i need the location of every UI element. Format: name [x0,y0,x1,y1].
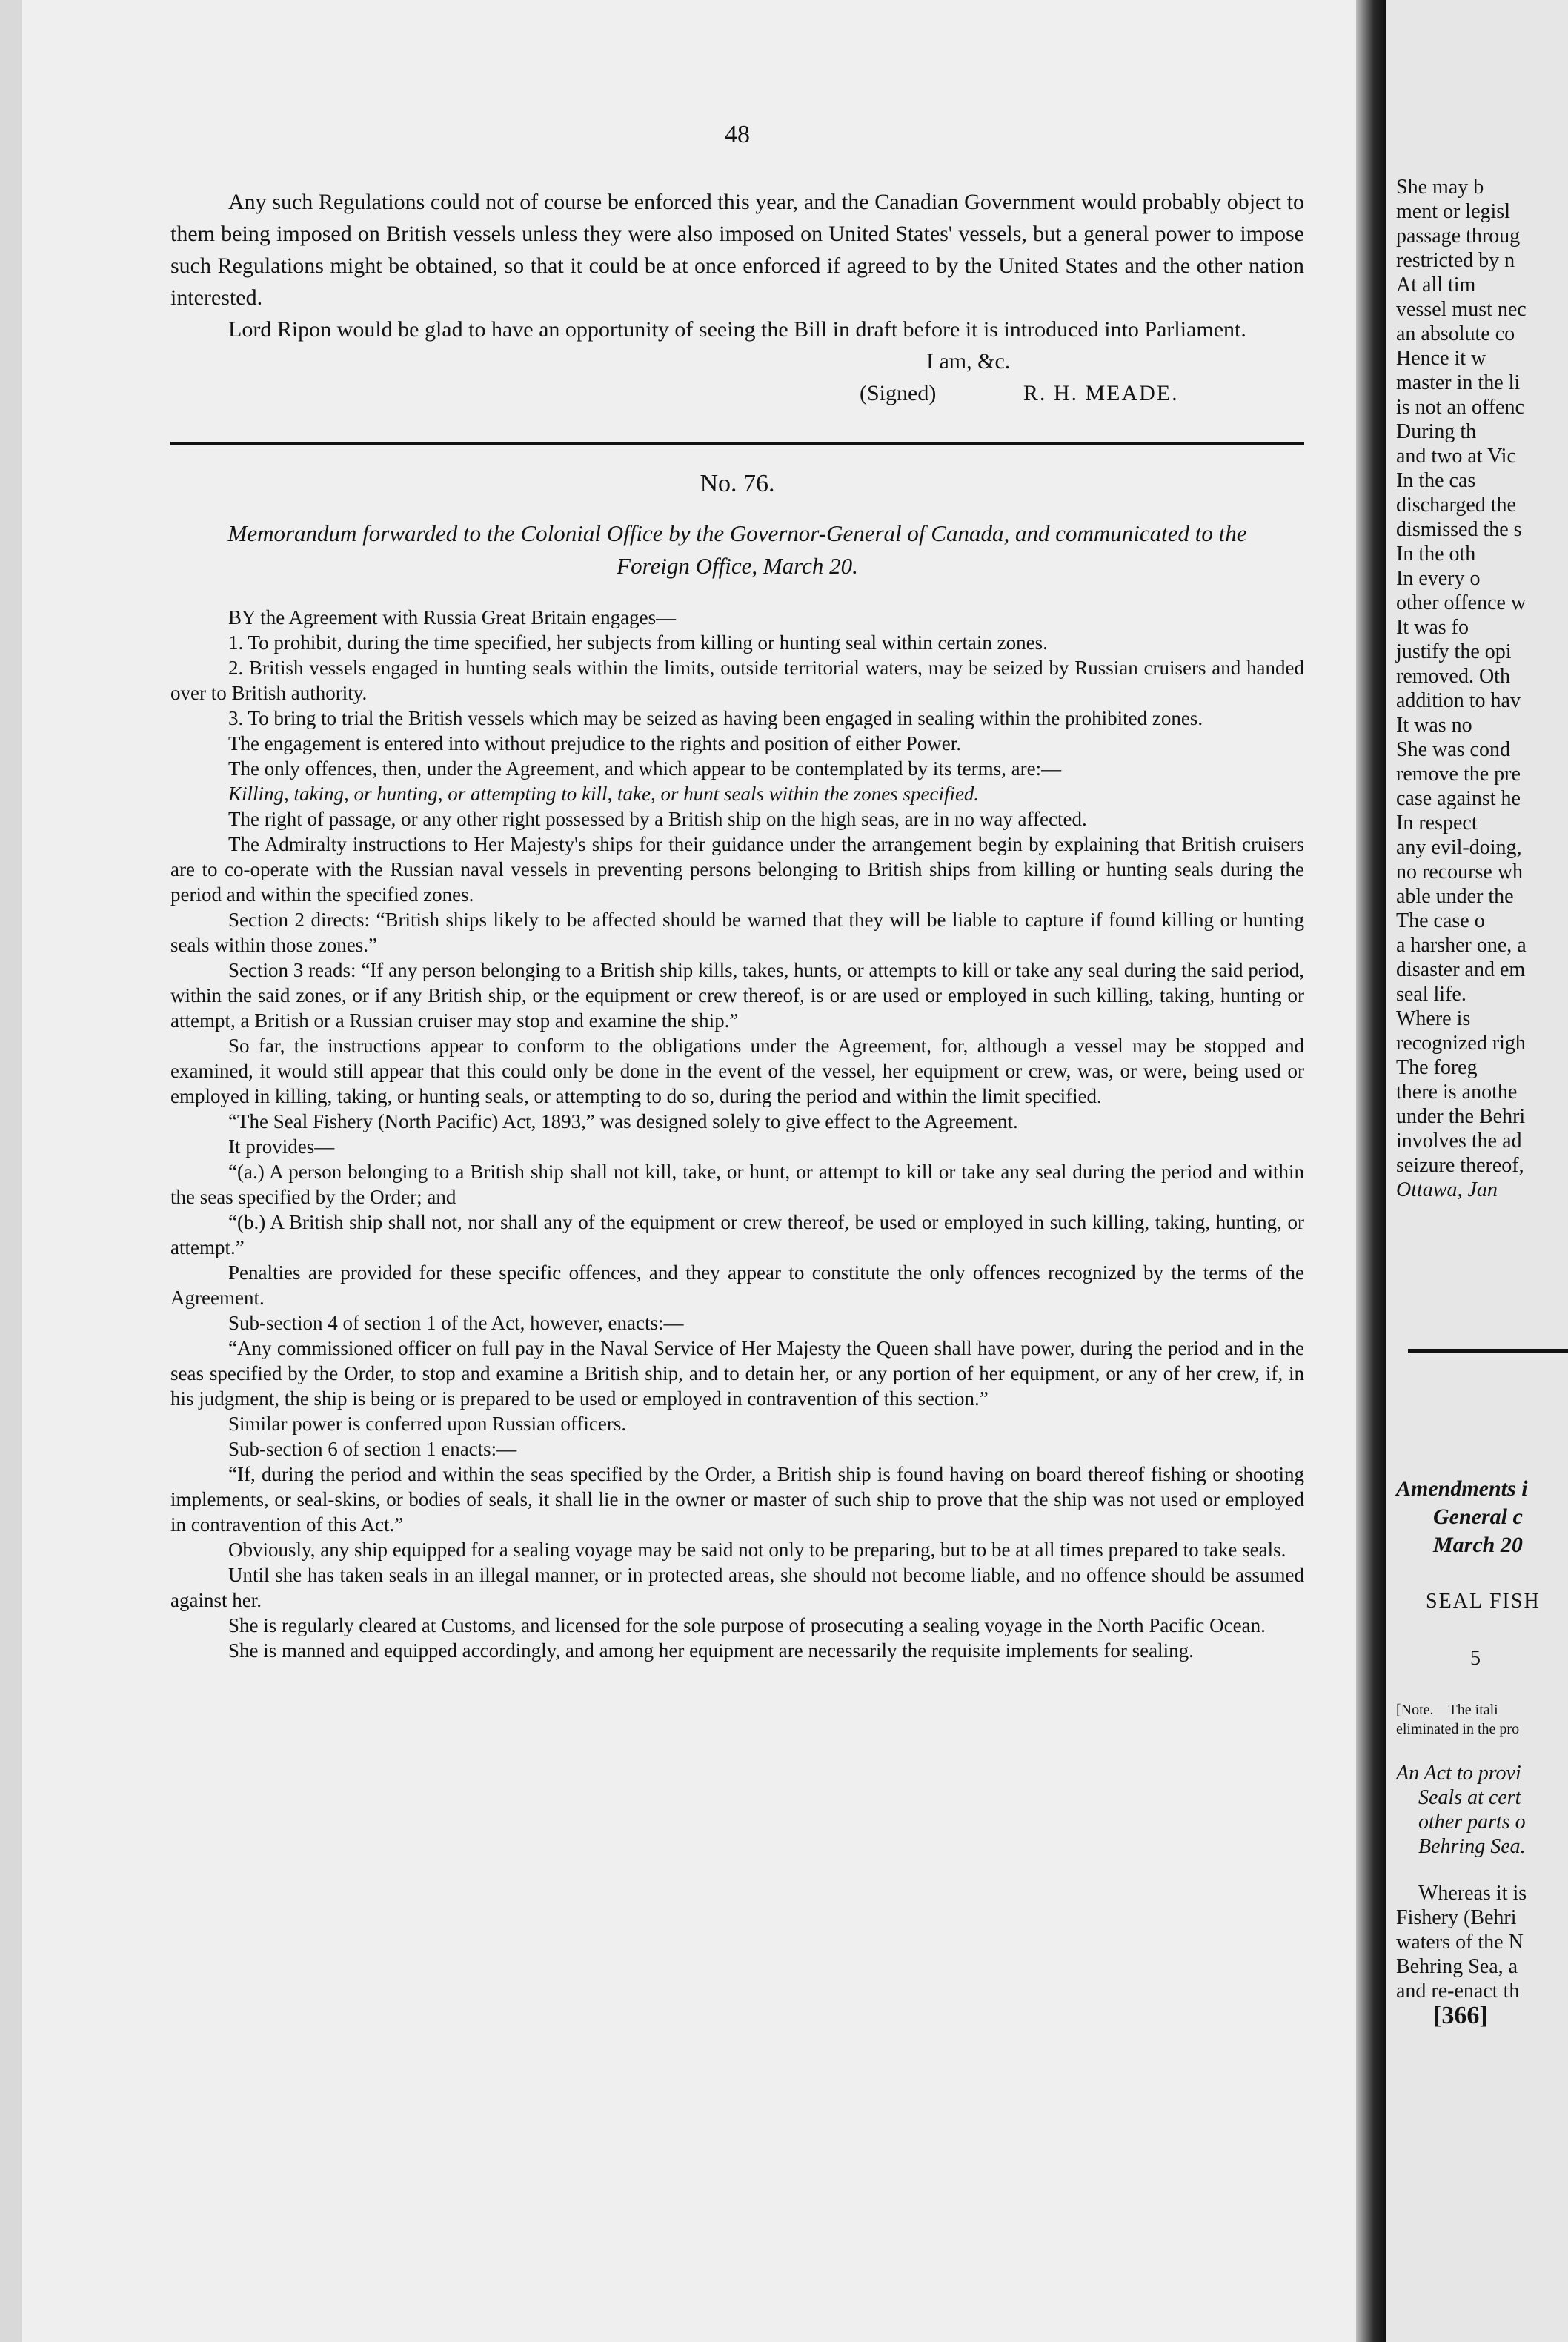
right-line: justify the opi [1396,640,1512,663]
whereas-line: waters of the N [1396,1931,1524,1954]
right-line: In the cas [1396,469,1476,492]
whereas-line: Behring Sea, a [1396,1955,1518,1978]
right-line: disaster and em [1396,958,1526,981]
right-line: vessel must nec [1396,298,1527,321]
right-line: recognized righ [1396,1032,1526,1055]
amendments-heading-line: March 20 [1433,1533,1523,1557]
right-line: In every o [1396,567,1481,590]
amendments-heading-line: General c [1433,1505,1523,1529]
body-paragraph: Until she has taken seals in an illegal manner, or in protected areas, she should not become liable, and no offence should be assumed against her. [170,1564,1304,1611]
right-line: other offence w [1396,591,1527,614]
right-line: case against he [1396,787,1521,810]
body-paragraph: The only offences, then, under the Agreement, and which appear to be contemplated by its terms, are:— [228,757,1062,780]
body-paragraph: Obviously, any ship equipped for a sealing voyage may be said not only to be preparing, but to be at all times prepared to take seals. [228,1539,1286,1561]
right-line: The case o [1396,909,1485,932]
right-line: seal life. [1396,983,1466,1006]
body-paragraph: She is regularly cleared at Customs, and licensed for the sole purpose of prosecuting a sealing voyage in the North Pacific Ocean. [228,1614,1266,1636]
body-paragraph: “(b.) A British ship shall not, nor shall any of the equipment or crew thereof, be used or employed in such killing, taking, hunting, or attempt.” [170,1211,1304,1258]
act-line: Seals at cert [1418,1786,1521,1809]
whereas-line: Whereas it is [1418,1882,1527,1905]
document-title: Memorandum forwarded to the Colonial Office by the Governor-General of Canada, and communicated to the Foreign Office, March 20. [227,520,1247,579]
right-line: ment or legisl [1396,200,1510,223]
body-paragraph: Sub-section 4 of section 1 of the Act, however, enacts:— [228,1312,684,1334]
right-line: Hence it w [1396,347,1486,370]
number-fragment: 5 [1470,1647,1481,1670]
right-line: It was fo [1396,616,1469,639]
whereas-line: and re-enact th [1396,1980,1520,2003]
body-paragraph: She is manned and equipped accordingly, and among her equipment are necessarily the requisite implements for sealing. [228,1639,1194,1662]
amendments-heading-line: Amendments i [1396,1476,1528,1501]
right-page-lower-text [1396,1475,1567,2028]
body-paragraph: 2. British vessels engaged in hunting seals within the limits, outside territorial waters, may be seized by Russian cruisers and handed over to British authority. [170,657,1304,704]
body-paragraph: Killing, taking, or hunting, or attempting to kill, take, or hunt seals within the zones specified. [228,783,980,805]
right-line: involves the ad [1396,1129,1522,1152]
right-line: remove the pre [1396,763,1521,786]
whereas-line: Fishery (Behri [1396,1906,1517,1929]
right-line: Where is [1396,1007,1471,1030]
right-line: master in the li [1396,371,1521,394]
section-divider [170,442,1304,445]
body-paragraph: The Admiralty instructions to Her Majesty's ships for their guidance under the arrangement begin by explaining that British cruisers are to co-operate with the Russian naval vessels in preventing persons belonging to British ships from killing or hunting seals during the period and within the specified zones. [170,833,1304,906]
body-paragraph: “The Seal Fishery (North Pacific) Act, 1893,” was designed solely to give effect to the Agreement. [228,1110,1018,1132]
closing: I am, &c. [926,349,1011,374]
body-paragraph: It provides— [228,1135,335,1158]
right-line: Ottawa, Jan [1396,1178,1498,1201]
right-line: At all tim [1396,273,1476,296]
act-line: other parts o [1418,1811,1526,1834]
body-paragraph: BY the Agreement with Russia Great Britain engages— [228,606,677,628]
note-line: eliminated in the pro [1396,1721,1520,1737]
right-line: seizure thereof, [1396,1154,1524,1177]
right-page-text [1396,175,1567,1202]
right-line: She may b [1396,176,1484,199]
right-line: an absolute co [1396,322,1515,345]
act-line: An Act to provi [1396,1762,1521,1785]
right-line: restricted by n [1396,249,1515,272]
document-number: No. 76. [700,470,775,497]
signed-label: (Signed) [860,381,937,405]
right-line: In respect [1396,812,1478,835]
right-line: During th [1396,420,1477,443]
body-paragraph: “(a.) A person belonging to a British ship shall not kill, take, or hunt, or attempt to kill or take any seal during the period and within the seas specified by the Order; and [170,1161,1304,1208]
body-paragraph: “Any commissioned officer on full pay in the Naval Service of Her Majesty the Queen shall have power, during the period and in the seas specified by the Order, to stop and examine a British ship, and to detain her, or any portion of her equipment, or any of her crew, if, in his judgment, the ship is being or is prepared to be used or employed in contravention of this section.” [170,1337,1304,1410]
right-line: any evil-doing, [1396,836,1522,859]
body-paragraph: The engagement is entered into without prejudice to the rights and position of either Power. [228,732,962,754]
right-line: dismissed the s [1396,518,1522,541]
right-line: In the oth [1396,543,1476,565]
right-line: a harsher one, a [1396,934,1527,957]
act-line: Behring Sea. [1418,1835,1526,1858]
body-paragraph: Sub-section 6 of section 1 enacts:— [228,1438,517,1460]
signatory: R. H. MEADE. [1023,381,1179,405]
body-paragraph: Similar power is conferred upon Russian officers. [228,1413,627,1435]
right-line: She was cond [1396,738,1510,761]
right-page [1386,0,1568,2342]
right-line: addition to hav [1396,689,1521,712]
left-page-content [170,119,1304,1663]
right-line: It was no [1396,714,1472,737]
right-line: under the Behri [1396,1105,1526,1128]
body-paragraph: Section 3 reads: “If any person belonging to a British ship kills, takes, hunts, or attempts to kill or take any seal during the said period, within the said zones, or if any British ship, or the equipment or crew thereof, is or are used or employed in such killing, taking, hunting or attempt, a British or a Russian cruiser may stop and examine the ship.” [170,959,1304,1032]
body-paragraph: So far, the instructions appear to conform to the obligations under the Agreement, for, although a vessel may be stopped and examined, it would still appear that this could only be done in the event of the vessel, her equipment or crew, was, or were, being used or employed in killing, taking, or hunting seals, or attempting to do so, during the period and within the limit specified. [170,1035,1304,1107]
right-line: is not an offenc [1396,396,1524,419]
right-line: no recourse wh [1396,860,1524,883]
right-line: there is anothe [1396,1081,1518,1104]
intro-paragraph: Lord Ripon would be glad to have an opportunity of seeing the Bill in draft before it is introduced into Parliament. [228,317,1246,342]
body-paragraph: 1. To prohibit, during the time specified, her subjects from killing or hunting seal within certain zones. [228,631,1048,654]
right-line: and two at Vic [1396,445,1516,468]
right-line: able under the [1396,885,1514,908]
body-paragraph: Section 2 directs: “British ships likely to be affected should be warned that they will be liable to capture if found killing or hunting seals within those zones.” [170,909,1304,956]
intro-paragraph: Any such Regulations could not of course be enforced this year, and the Canadian Government would probably object to them being imposed on British vessels unless they were also imposed on United States' vessels, but a general power to impose such Regulations might be obtained, so that it could be at once enforced if agreed to by the United States and the other nation interested. [170,190,1304,310]
right-line: discharged the [1396,494,1516,517]
body-paragraph: Penalties are provided for these specific offences, and they appear to constitute the only offences recognized by the terms of the Agreement. [170,1261,1304,1309]
signature-line [860,377,1304,409]
body-paragraph: 3. To bring to trial the British vessels which may be seized as having been engaged in sealing within the prohibited zones. [228,707,1203,729]
right-line: passage throug [1396,225,1521,248]
memorandum-body [170,605,1304,1663]
book-gutter [1356,0,1386,2342]
note-line: [Note.—The itali [1396,1702,1498,1718]
right-line: The foreg [1396,1056,1478,1079]
seal-fishery-heading: SEAL FISH [1426,1590,1541,1613]
page-bracket-number: [366] [1433,2002,1488,2029]
right-section-divider [1408,1349,1568,1353]
page-number: 48 [725,121,750,148]
right-line: removed. Oth [1396,665,1510,688]
body-paragraph: “If, during the period and within the seas specified by the Order, a British ship is found having on board thereof fishing or shooting implements, or seal-skins, or bodies of seals, it shall lie in the owner or master of such ship to prove that the ship was not used or employed in contravention of this Act.” [170,1463,1304,1536]
body-paragraph: The right of passage, or any other right possessed by a British ship on the high seas, are in no way affected. [228,808,1087,830]
